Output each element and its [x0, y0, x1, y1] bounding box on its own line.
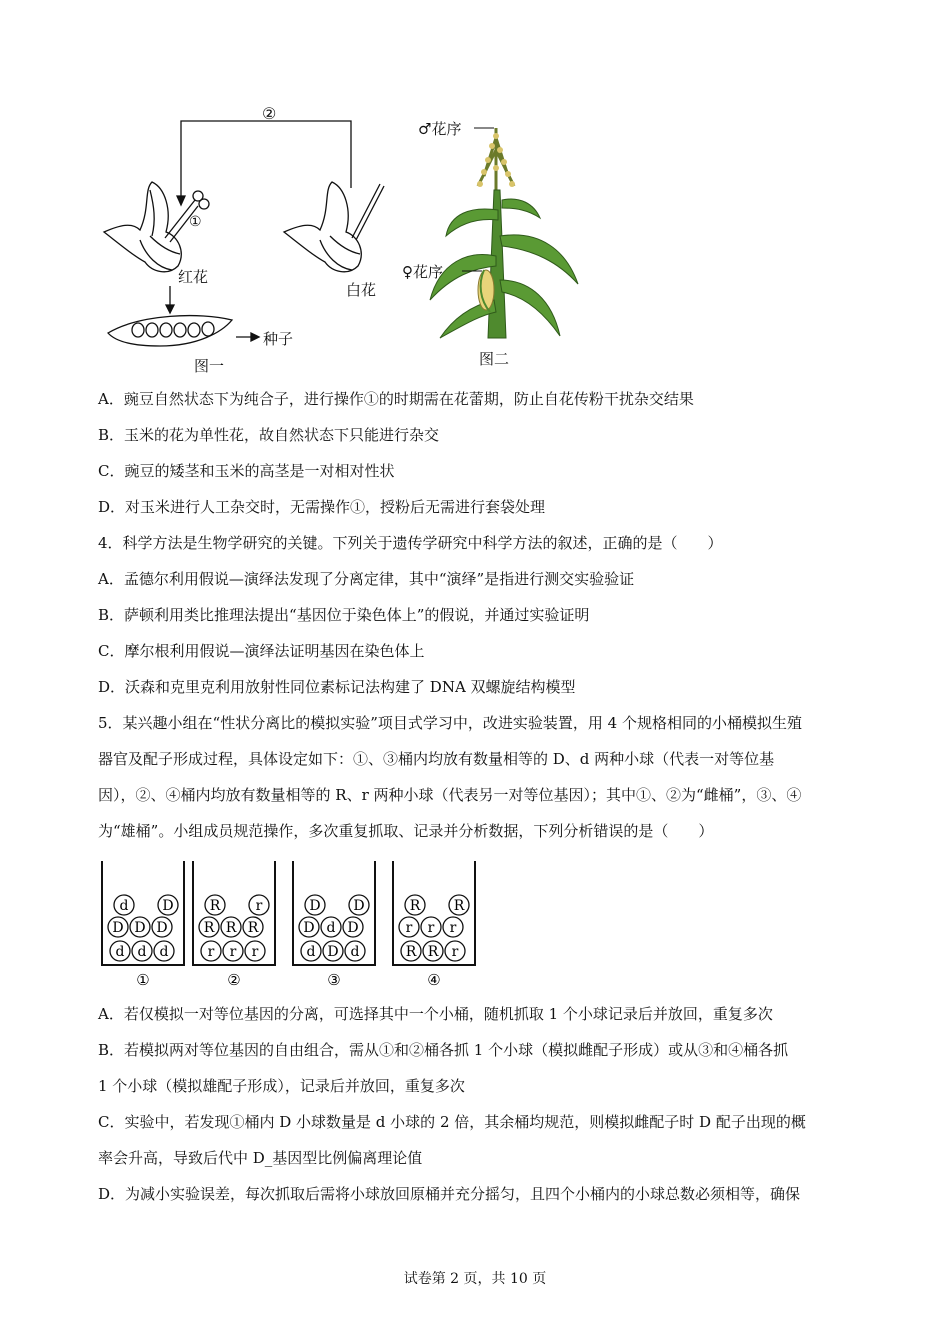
ball-label: D	[303, 920, 315, 936]
bucket	[193, 861, 275, 989]
q3-option-a: A．豌豆自然状态下为纯合子，进行操作①的时期需在花蕾期，防止自花传粉干扰杂交结果	[98, 390, 694, 408]
female-inflorescence-label: ♀花序	[402, 263, 443, 281]
red-flower-label: 红花	[178, 268, 209, 286]
bucket	[393, 861, 475, 989]
ball-label: R	[225, 920, 237, 936]
bucket-label: ④	[427, 971, 441, 989]
ball-label: R	[409, 898, 421, 914]
ball-label: R	[427, 944, 439, 960]
ball-label: r	[229, 944, 237, 960]
buckets-figure	[0, 855, 950, 990]
q5-option-line: C．实验中，若发现①桶内 D 小球数量是 d 小球的 2 倍，其余桶均规范，则模拟雌配子时 D 配子出现的概	[98, 1113, 806, 1131]
figure-panel	[0, 0, 950, 380]
ball-label: D	[327, 944, 339, 960]
bucket-label: ③	[327, 971, 341, 989]
step2-label: ②	[262, 104, 277, 123]
ball-label: R	[453, 898, 465, 914]
q4-option-c: C．摩尔根利用假说—演绎法证明基因在染色体上	[98, 642, 425, 660]
q5-stem-line: 因），②、④桶内均放有数量相等的 R、r 两种小球（代表另一对等位基因）；其中①、②为“雌桶”，③、④	[98, 786, 802, 804]
ball-label: d	[115, 944, 125, 960]
q5-option-line: D．为减小实验误差，每次抓取后需将小球放回原桶并充分摇匀，且四个小桶内的小球总数必须相等，确保	[98, 1185, 801, 1203]
ball-label: d	[306, 944, 316, 960]
ball-label: r	[251, 944, 259, 960]
ball-label: D	[134, 920, 146, 936]
q4-stem: 4．科学方法是生物学研究的关键。下列关于遗传学研究中科学方法的叙述，正确的是（ ）	[98, 534, 723, 552]
ball-label: r	[427, 920, 435, 936]
ball-label: D	[309, 898, 321, 914]
pea-pod-icon	[108, 316, 232, 346]
brush-icon	[352, 184, 384, 240]
seed-label: 种子	[263, 330, 294, 348]
ball-label: R	[247, 920, 259, 936]
ball-label: D	[112, 920, 124, 936]
page-footer: 试卷第 2 页，共 10 页	[403, 1271, 547, 1287]
q4-option-a: A．孟德尔利用假说—演绎法发现了分离定律，其中“演绎”是指进行测交实验验证	[98, 570, 635, 588]
ball-label: r	[255, 898, 263, 914]
ball-label: r	[449, 920, 457, 936]
ball-label: r	[405, 920, 413, 936]
q5-option-line: B．若模拟两对等位基因的自由组合，需从①和②桶各抓 1 个小球（模拟雌配子形成）或从③和④桶各抓	[98, 1041, 789, 1059]
male-inflorescence-label: ♂花序	[418, 120, 462, 138]
red-flower-icon	[104, 182, 181, 272]
q5-option-line: A．若仅模拟一对等位基因的分离，可选择其中一个小桶，随机抓取 1 个小球记录后并放回，重复多次	[98, 1005, 773, 1023]
ball-label: d	[350, 944, 360, 960]
ball-label: d	[119, 898, 129, 914]
q4-option-d: D．沃森和克里克利用放射性同位素标记法构建了 DNA 双螺旋结构模型	[98, 678, 576, 696]
figure2-caption: 图二	[479, 350, 510, 368]
ball-label: D	[156, 920, 168, 936]
q5-option-line: 率会升高，导致后代中 D_基因型比例偏离理论值	[98, 1149, 423, 1167]
bucket-label: ②	[227, 971, 241, 989]
ball-label: d	[326, 920, 336, 936]
ball-label: D	[347, 920, 359, 936]
q5-stem-line: 5．某兴趣小组在“性状分离比的模拟实验”项目式学习中，改进实验装置，用 4 个规格相同的小桶模拟生殖	[98, 714, 802, 732]
q5-option-line: 1 个小球（模拟雄配子形成），记录后并放回，重复多次	[98, 1077, 465, 1095]
bucket-label: ①	[136, 971, 150, 989]
ball-label: R	[209, 898, 221, 914]
white-flower-icon	[284, 182, 361, 272]
ball-label: R	[203, 920, 215, 936]
ball-label: D	[162, 898, 174, 914]
white-flower-label: 白花	[346, 281, 377, 299]
ball-label: r	[451, 944, 459, 960]
q3-option-c: C．豌豆的矮茎和玉米的高茎是一对相对性状	[98, 462, 395, 480]
q5-stem-line: 为“雄桶”。小组成员规范操作，多次重复抓取、记录并分析数据，下列分析错误的是（ ）	[98, 822, 714, 840]
ball-label: D	[353, 898, 365, 914]
bucket	[102, 861, 184, 989]
q3-option-b: B．玉米的花为单性花，故自然状态下只能进行杂交	[98, 426, 440, 444]
q4-option-b: B．萨顿利用类比推理法提出“基因位于染色体上”的假说，并通过实验证明	[98, 606, 590, 624]
bucket	[293, 861, 375, 989]
ball-label: R	[405, 944, 417, 960]
maize-plant-diagram	[430, 128, 578, 338]
q3-option-d: D．对玉米进行人工杂交时，无需操作①，授粉后无需进行套袋处理	[98, 498, 546, 516]
step1-label: ①	[189, 214, 202, 230]
ball-label: r	[207, 944, 215, 960]
ball-label: d	[137, 944, 147, 960]
pea-cross-diagram	[104, 121, 384, 346]
ball-label: d	[159, 944, 169, 960]
figure1-caption: 图一	[194, 357, 225, 375]
q5-stem-line: 器官及配子形成过程，具体设定如下：①、③桶内均放有数量相等的 D、d 两种小球（代表一对等位基	[98, 750, 775, 768]
